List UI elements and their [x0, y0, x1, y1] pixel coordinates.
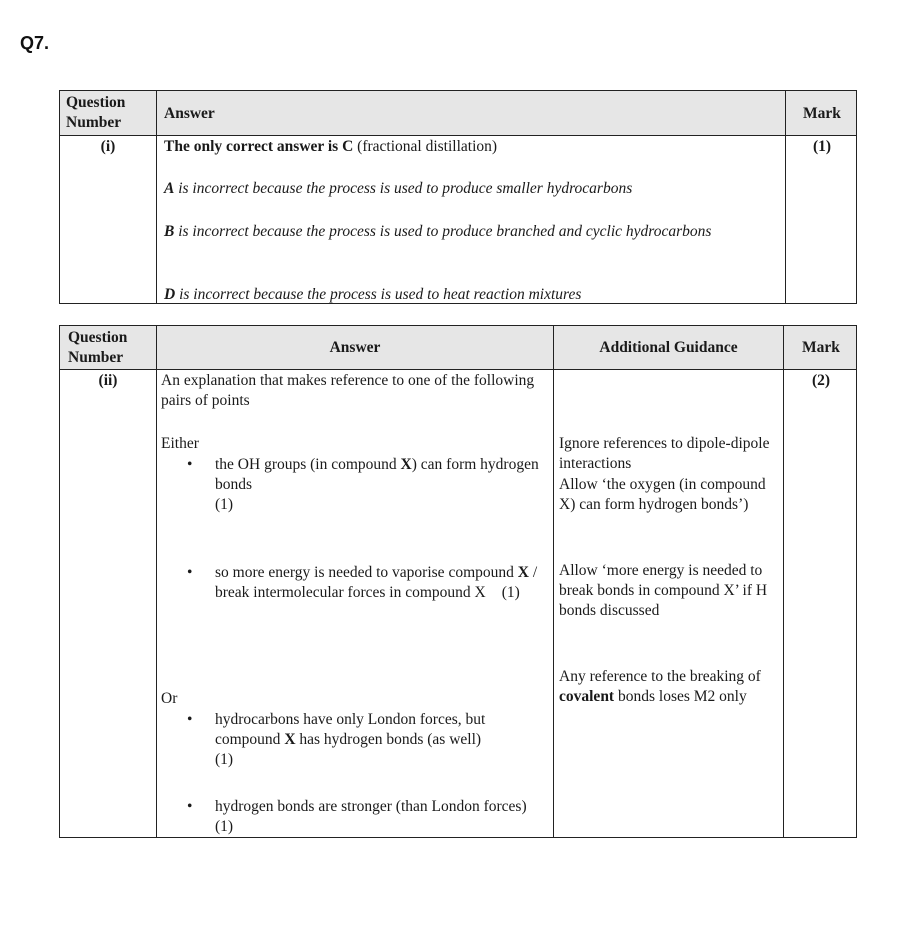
- correct-answer-statement: The only correct answer is C (fractional distillation): [164, 138, 498, 155]
- header-question-number: Question Number: [68, 329, 128, 366]
- answer-table-ii: [59, 325, 857, 838]
- header-question-number: Question Number: [66, 94, 126, 131]
- or-label: Or: [161, 690, 178, 707]
- guidance-covalent-bonds: Any reference to the breaking of covalent bonds loses M2 only: [559, 668, 761, 705]
- mark-value: (2): [811, 372, 831, 389]
- answer-table-i: [59, 90, 857, 304]
- header-mark: Mark: [803, 105, 841, 122]
- bullet-icon: •: [187, 456, 193, 473]
- question-number: (i): [100, 138, 116, 155]
- header-answer: Answer: [329, 339, 381, 356]
- distractor-b-explanation: B is incorrect because the process is used to produce branched and cyclic hydrocarbons: [164, 223, 712, 240]
- or-point-2: hydrogen bonds are stronger (than London forces)(1): [215, 798, 527, 835]
- distractor-a-explanation: A is incorrect because the process is used to produce smaller hydrocarbons: [164, 180, 633, 197]
- or-point-1: hydrocarbons have only London forces, but compound X has hydrogen bonds (as well) (1): [215, 711, 486, 768]
- guidance-allow-oxygen: Allow ‘the oxygen (in compound X) can form hydrogen bonds’): [559, 476, 766, 513]
- bullet-icon: •: [187, 564, 193, 581]
- header-answer: Answer: [164, 105, 215, 122]
- header-additional-guidance: Additional Guidance: [599, 339, 738, 356]
- either-point-2: so more energy is needed to vaporise compound X / break intermolecular forces in compound X (1): [215, 564, 538, 601]
- guidance-allow-energy: Allow ‘more energy is needed to break bonds in compound X’ if H bonds discussed: [559, 562, 768, 619]
- mark-value: (1): [812, 138, 832, 155]
- answer-intro: An explanation that makes reference to one of the following pairs of points: [161, 372, 535, 409]
- guidance-ignore-dipole: Ignore references to dipole-dipole interactions: [559, 435, 770, 472]
- question-number: (ii): [98, 372, 118, 389]
- distractor-d-explanation: D is incorrect because the process is used to heat reaction mixtures: [164, 286, 582, 303]
- either-label: Either: [161, 435, 199, 452]
- header-mark: Mark: [802, 339, 840, 356]
- bullet-icon: •: [187, 798, 193, 815]
- bullet-icon: •: [187, 711, 193, 728]
- question-label: Q7.: [20, 33, 50, 53]
- either-point-1: the OH groups (in compound X) can form hydrogen bonds (1): [215, 456, 539, 513]
